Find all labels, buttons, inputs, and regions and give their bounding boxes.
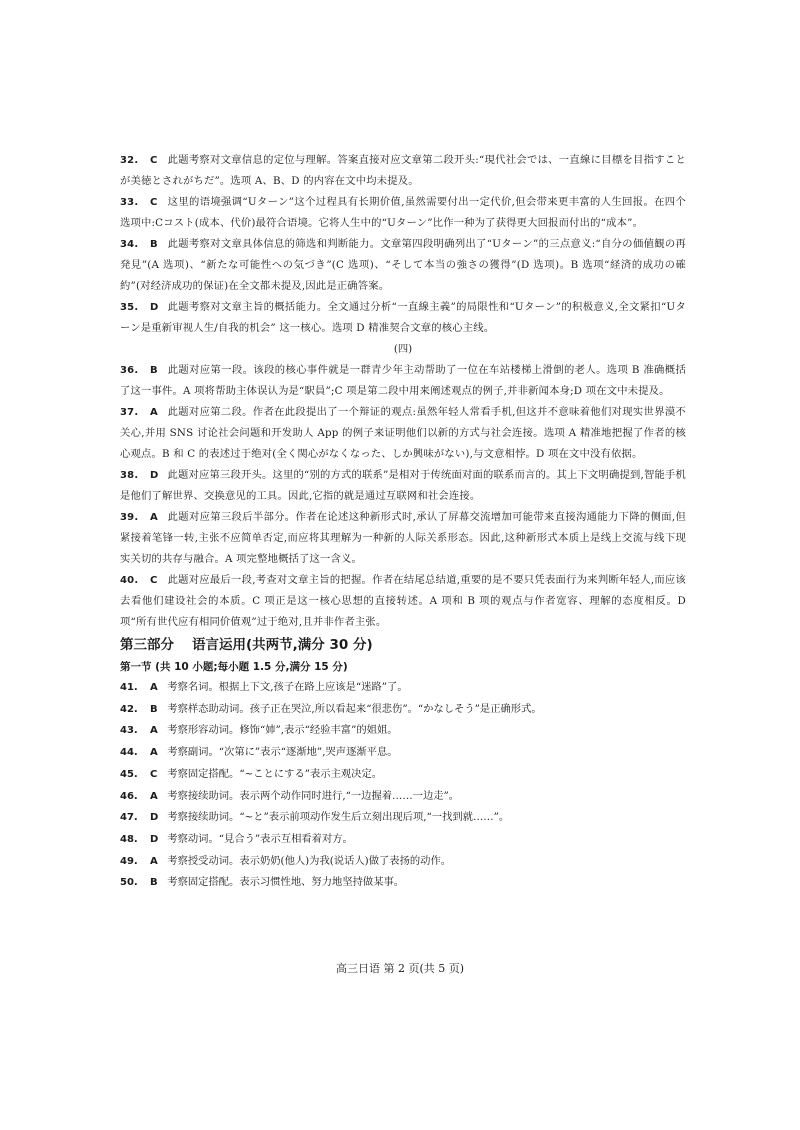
item-explanation: 此题对应最后一段,考查对文章主旨的把握。作者在结尾总结道,重要的是不要只凭表面行为来判断年轻人,而应该去看他们建设社会的本质。C 项正是这一核心思想的直接转述。A 项和 B 项的观点与作者宽容、理解的态度相反。D 项“所有世代应有相同价值观”过于绝对,且并非作者主张。 xyxy=(120,574,686,628)
item-number: 49. xyxy=(120,855,138,867)
item-43 xyxy=(120,720,686,742)
item-33 xyxy=(120,192,686,234)
item-explanation: 此题对应第三段开头。这里的“别的方式的联系”是相对于传统面对面的联系而言的。其上下文明确提到,智能手机是他们了解世界、交换意见的工具。因此,它指的就是通过互联网和社会连接。 xyxy=(120,469,686,502)
item-50 xyxy=(120,872,686,894)
item-answer: A xyxy=(150,407,158,418)
item-39 xyxy=(120,507,686,570)
item-number: 39. xyxy=(120,512,139,523)
part-three-heading xyxy=(120,633,686,657)
item-explanation: 考察接续助词。“~と”表示前项动作发生后立刻出现后项,“一找到就……”。 xyxy=(167,811,510,824)
item-explanation: 考察副词。“次第に”表示“逐渐地”,哭声逐渐平息。 xyxy=(167,746,398,759)
item-explanation: 考察接续助词。表示两个动作同时进行,“一边握着……一边走”。 xyxy=(167,789,460,802)
item-answer: D xyxy=(150,812,159,824)
item-42 xyxy=(120,699,686,721)
item-answer: C xyxy=(150,768,158,780)
item-explanation: 考察固定搭配。“~ことにする”表示主观决定。 xyxy=(167,767,383,780)
item-answer: C xyxy=(150,155,158,166)
item-number: 48. xyxy=(120,833,138,845)
item-number: 32. xyxy=(120,155,139,166)
item-number: 36. xyxy=(120,365,139,376)
item-41 xyxy=(120,677,686,699)
item-35 xyxy=(120,297,686,339)
item-explanation: 考察形容动词。修饰“姉”,表示“经验丰富”的姐姐。 xyxy=(167,724,398,737)
part-name: 语言运用(共两节,满分 30 分) xyxy=(192,637,373,653)
item-44 xyxy=(120,742,686,764)
item-49 xyxy=(120,851,686,873)
item-number: 43. xyxy=(120,725,138,737)
item-explanation: 这里的语境强调“Uターン”这个过程具有长期价值,虽然需要付出一定代价,但会带来更丰富的人生回报。在四个选项中:Cコスト(成本、代价)最符合语境。它将人生中的“Uターン”比作一种为了获得更大回报而付出的“成本”。 xyxy=(120,196,686,229)
item-answer: A xyxy=(150,725,158,737)
item-number: 50. xyxy=(120,877,138,889)
item-explanation: 考察授受动词。表示奶奶(他人)为我(说话人)做了表扬的动作。 xyxy=(167,854,452,867)
item-answer: A xyxy=(150,747,158,759)
item-answer: C xyxy=(150,575,158,586)
item-answer: A xyxy=(150,682,158,693)
item-number: 38. xyxy=(120,470,139,481)
short-answer-list xyxy=(120,677,686,894)
item-answer: B xyxy=(150,703,158,715)
item-answer: D xyxy=(150,302,159,313)
item-answer: B xyxy=(150,365,158,376)
item-36 xyxy=(120,360,686,402)
item-37 xyxy=(120,402,686,465)
part-label: 第三部分 xyxy=(120,637,174,653)
item-number: 40. xyxy=(120,575,139,586)
item-46 xyxy=(120,786,686,808)
item-number: 42. xyxy=(120,703,138,715)
item-number: 34. xyxy=(120,239,139,250)
item-answer: D xyxy=(150,833,159,845)
item-number: 35. xyxy=(120,302,139,313)
section-heading: (四) xyxy=(393,343,413,355)
item-explanation: 此题考察对文章具体信息的筛选和判断能力。文章第四段明确列出了“Uターン”的三点意义:“自分の価値観の再発見”(A 选项)、“新たな可能性への気づき”(C 选项)、“そして本当の強さの獲得”(D 选项)。B 选项“経済的成功の確約”(对经济成功的保证)在全文都未提及,因此是正确答案。 xyxy=(120,238,686,292)
item-answer: A xyxy=(150,790,158,802)
item-explanation: 此题考察对文章信息的定位与理解。答案直接对应文章第二段开头:“現代社会では、一直線に目標を目指すことが美徳とされがちだ”。选项 A、B、D 的内容在文中均未提及。 xyxy=(120,154,686,187)
item-38 xyxy=(120,465,686,507)
item-explanation: 此题对应第三段后半部分。作者在论述这种新形式时,承认了屏幕交流增加可能带来直接沟通能力下降的侧面,但紧接着笔锋一转,主张不应简单否定,而应将其理解为一种新的人际关系形态。因此,这种新形式本质上是线上交流与线下现实关切的共存与融合。A 项完整地概括了这一含义。 xyxy=(120,511,686,565)
item-40 xyxy=(120,570,686,633)
item-number: 45. xyxy=(120,768,138,780)
item-34 xyxy=(120,234,686,297)
item-answer: A xyxy=(150,512,158,523)
item-explanation: 此题考察对文章主旨的概括能力。全文通过分析“一直線主義”的局限性和“Uターン”的积极意义,全文紧扣“Uターン是重新审视人生/自我的机会” 这一核心。选项 D 精准契合文章的核心主线。 xyxy=(120,301,686,334)
item-48 xyxy=(120,829,686,851)
item-number: 46. xyxy=(120,790,138,802)
item-answer: C xyxy=(150,197,158,208)
item-answer: B xyxy=(150,877,158,889)
item-number: 44. xyxy=(120,747,138,759)
item-answer: D xyxy=(150,470,159,481)
item-answer: A xyxy=(150,855,158,867)
item-explanation: 此题对应第一段。该段的核心事件就是一群青少年主动帮助了一位在车站楼梯上滑倒的老人。选项 B 准确概括了这一事件。A 项将帮助主体误认为是“駅員”;C 项是第二段中用来阐述观点的例子,并非新闻本身;D 项在文中未提及。 xyxy=(120,364,686,397)
page-footer: 高三日语 第 2 页(共 5 页) xyxy=(335,962,465,975)
item-number: 33. xyxy=(120,197,139,208)
item-47 xyxy=(120,807,686,829)
item-45 xyxy=(120,764,686,786)
item-explanation: 考察动词。“見合う”表示互相看着对方。 xyxy=(167,832,353,845)
item-number: 47. xyxy=(120,812,138,824)
item-number: 41. xyxy=(120,682,138,693)
item-explanation: 考察样态助动词。孩子正在哭泣,所以看起来“很悲伤”。“かなしそう”是正确形式。 xyxy=(167,702,542,715)
item-explanation: 考察名词。根据上下文,孩子在路上应该是“迷路”了。 xyxy=(167,681,408,693)
item-number: 37. xyxy=(120,407,139,418)
section-one-heading: 第一节 (共 10 小题;每小题 1.5 分,满分 15 分) xyxy=(120,661,348,673)
answer-explanations xyxy=(120,150,686,894)
item-explanation: 考察固定搭配。表示习惯性地、努力地坚持做某事。 xyxy=(167,876,405,889)
item-answer: B xyxy=(150,239,158,250)
item-32 xyxy=(120,150,686,192)
item-explanation: 此题对应第二段。作者在此段提出了一个辩证的观点:虽然年轻人常看手机,但这并不意味着他们对现实世界漠不关心,并用 SNS 讨论社会问题和开发助人 App 的例子来证明他们以新的方式与社会连接。选项 A 精准地把握了作者的核心观点。B 和 C 的表述过于绝对(全く関心がなくなった、しか興味がない),与文意相悖。D 项在文中没有依据。 xyxy=(120,406,686,460)
